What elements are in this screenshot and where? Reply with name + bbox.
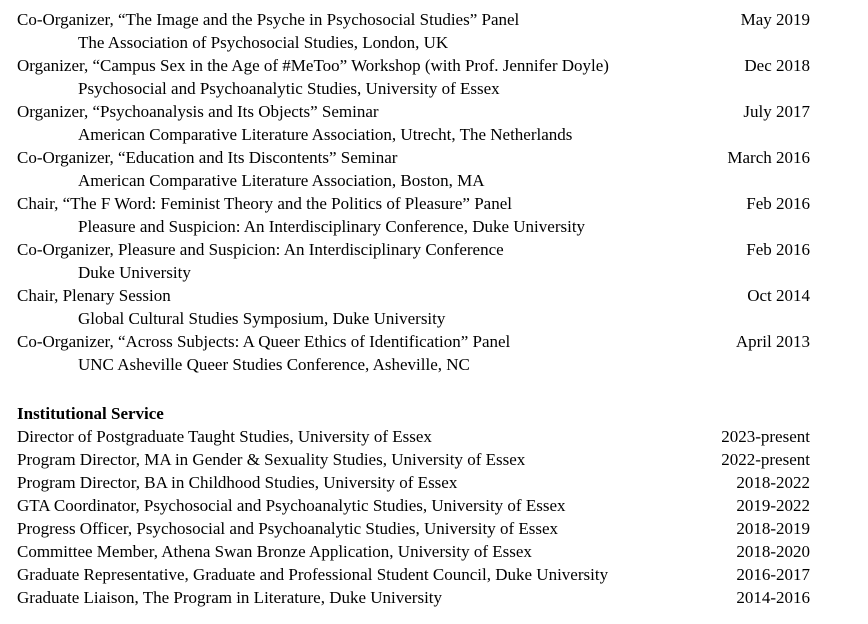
- service-date: 2018-2022: [736, 473, 810, 492]
- event-detail: UNC Asheville Queer Studies Conference, Asheville, NC: [78, 355, 470, 374]
- event-title-line: [17, 330, 817, 353]
- event-date: May 2019: [740, 10, 810, 29]
- event-title-line: [17, 238, 817, 261]
- service-date: 2014-2016: [736, 588, 810, 607]
- service-role: Program Director, BA in Childhood Studies, University of Essex: [17, 473, 458, 492]
- event-date: March 2016: [727, 148, 810, 167]
- event-title: Organizer, “Campus Sex in the Age of #MeToo” Workshop (with Prof. Jennifer Doyle): [17, 56, 609, 75]
- service-row: [17, 563, 817, 586]
- event-date: April 2013: [735, 332, 810, 351]
- service-role: Graduate Representative, Graduate and Professional Student Council, Duke University: [17, 565, 609, 584]
- event-title-line: [17, 8, 817, 31]
- service-role: Committee Member, Athena Swan Bronze Application, University of Essex: [17, 542, 532, 561]
- event-title-line: [17, 146, 817, 169]
- service-role: Program Director, MA in Gender & Sexuality Studies, University of Essex: [17, 450, 526, 469]
- event-entry: [17, 100, 817, 146]
- service-row: [17, 586, 817, 609]
- service-date: 2022-present: [721, 450, 810, 469]
- event-detail: Global Cultural Studies Symposium, Duke University: [78, 309, 446, 328]
- service-date: 2016-2017: [736, 565, 810, 584]
- event-entry: [17, 146, 817, 192]
- events-list: [17, 8, 817, 376]
- event-entry: [17, 192, 817, 238]
- event-title: Co-Organizer, “Education and Its Discontents” Seminar: [17, 148, 398, 167]
- event-entry: [17, 238, 817, 284]
- event-date: Feb 2016: [746, 194, 810, 213]
- service-row: [17, 425, 817, 448]
- service-row: [17, 471, 817, 494]
- event-date: Dec 2018: [744, 56, 810, 75]
- service-date: 2019-2022: [736, 496, 810, 515]
- event-title-line: [17, 284, 817, 307]
- event-entry: [17, 54, 817, 100]
- event-title: Co-Organizer, “Across Subjects: A Queer Ethics of Identification” Panel: [17, 332, 511, 351]
- event-entry: [17, 8, 817, 54]
- event-detail: Psychosocial and Psychoanalytic Studies, University of Essex: [78, 79, 500, 98]
- service-role: Director of Postgraduate Taught Studies, University of Essex: [17, 427, 432, 446]
- event-detail: Pleasure and Suspicion: An Interdisciplinary Conference, Duke University: [78, 217, 586, 236]
- service-role: Graduate Liaison, The Program in Literature, Duke University: [17, 588, 443, 607]
- event-title: Chair, “The F Word: Feminist Theory and the Politics of Pleasure” Panel: [17, 194, 512, 213]
- service-row: [17, 494, 817, 517]
- event-title: Co-Organizer, “The Image and the Psyche in Psychosocial Studies” Panel: [17, 10, 520, 29]
- service-row: [17, 540, 817, 563]
- service-list: [17, 425, 817, 609]
- event-title: Organizer, “Psychoanalysis and Its Objects” Seminar: [17, 102, 379, 121]
- service-row: [17, 517, 817, 540]
- event-title: Chair, Plenary Session: [17, 286, 171, 305]
- event-entry: [17, 330, 817, 376]
- event-detail: American Comparative Literature Association, Boston, MA: [78, 171, 485, 190]
- event-detail: American Comparative Literature Association, Utrecht, The Netherlands: [78, 125, 573, 144]
- event-title: Co-Organizer, Pleasure and Suspicion: An Interdisciplinary Conference: [17, 240, 504, 259]
- event-detail: The Association of Psychosocial Studies, London, UK: [78, 33, 449, 52]
- event-date: Oct 2014: [747, 286, 810, 305]
- event-detail: Duke University: [78, 263, 191, 282]
- event-title-line: [17, 100, 817, 123]
- event-date: Feb 2016: [746, 240, 810, 259]
- event-entry: [17, 284, 817, 330]
- service-date: 2018-2020: [736, 542, 810, 561]
- event-title-line: [17, 54, 817, 77]
- event-title-line: [17, 192, 817, 215]
- service-date: 2018-2019: [736, 519, 810, 538]
- service-role: Progress Officer, Psychosocial and Psychoanalytic Studies, University of Essex: [17, 519, 559, 538]
- service-row: [17, 448, 817, 471]
- section-heading: Institutional Service: [17, 404, 164, 423]
- event-date: July 2017: [743, 102, 810, 121]
- service-role: GTA Coordinator, Psychosocial and Psychoanalytic Studies, University of Essex: [17, 496, 566, 515]
- service-date: 2023-present: [721, 427, 810, 446]
